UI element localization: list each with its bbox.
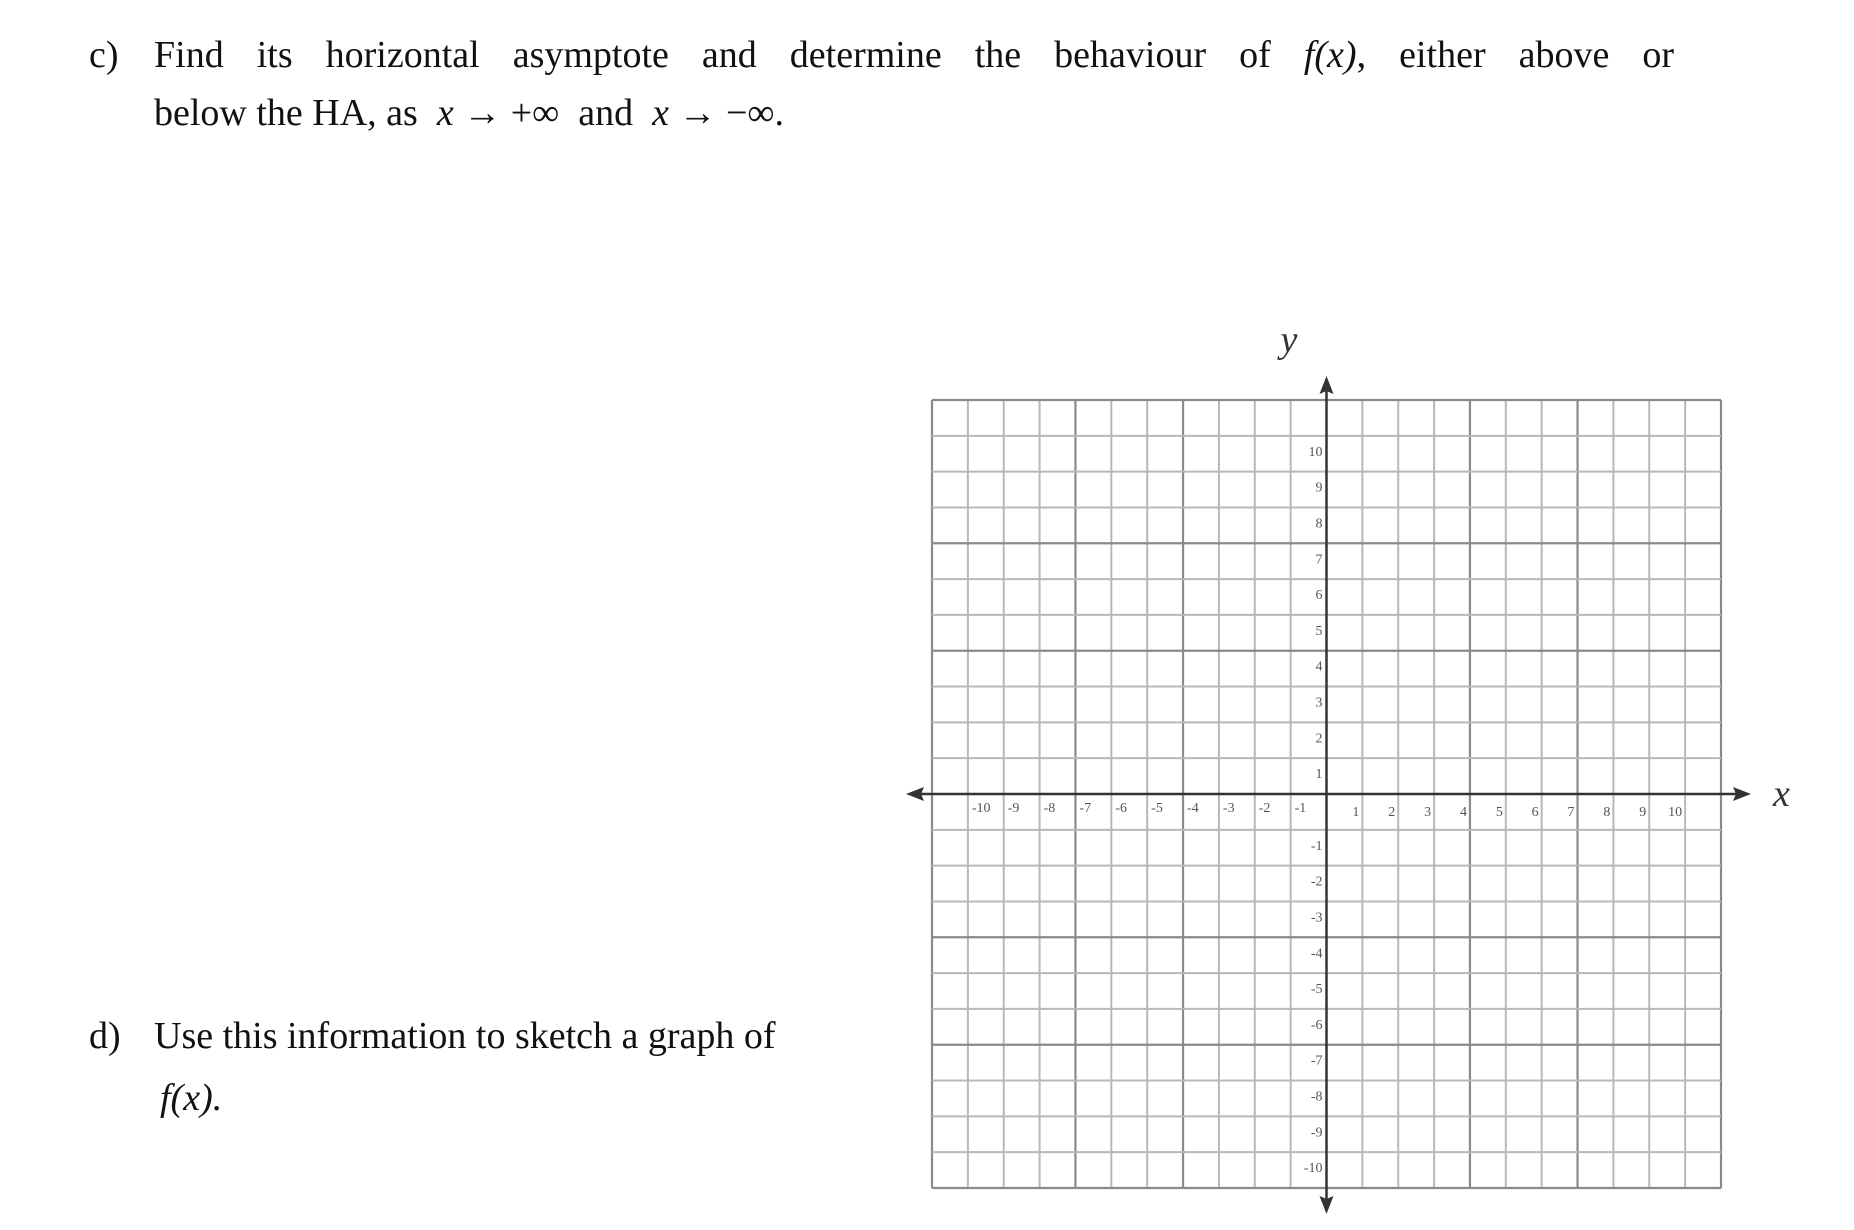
y-tick-label: -9: [1310, 1125, 1323, 1141]
part-d-line-1: Use this information to sketch a graph of: [154, 1015, 776, 1057]
y-tick-label: 7: [1315, 552, 1323, 568]
fx-expression: f(x): [1303, 34, 1357, 76]
x-tick-label: 2: [1388, 805, 1396, 820]
x-tick-label: -9: [1007, 801, 1020, 816]
x-tick-label: -4: [1187, 801, 1199, 816]
part-d-fx: f(x).: [160, 1077, 223, 1119]
period: .: [774, 92, 785, 134]
x-tick-label: -8: [1043, 801, 1056, 816]
y-tick-label: -8: [1310, 1089, 1323, 1105]
y-tick-label: 1: [1315, 767, 1323, 783]
x-tick-label: 10: [1668, 805, 1683, 820]
limit-neg-inf: → −∞: [678, 92, 775, 134]
x-tick-label: 7: [1567, 805, 1575, 820]
x-tick-label: -3: [1222, 801, 1235, 816]
x-tick-label: 8: [1603, 805, 1611, 820]
y-tick-label: -7: [1310, 1053, 1323, 1069]
y-axis-label: y: [1280, 319, 1298, 361]
x-var: x: [652, 92, 669, 134]
y-tick-label: -3: [1310, 910, 1323, 926]
y-tick-label: 3: [1315, 695, 1323, 711]
part-c-text: Find its horizontal asymptote and determine the behaviour of: [154, 34, 1271, 76]
y-tick-label: -6: [1310, 1017, 1323, 1033]
x-axis-label: x: [1773, 773, 1790, 815]
limit-pos-inf: → +∞: [463, 92, 560, 134]
x-tick-label: 1: [1352, 805, 1360, 820]
x-tick-label: -6: [1115, 801, 1127, 816]
x-tick-label: 6: [1531, 805, 1539, 820]
y-tick-label: -1: [1310, 838, 1323, 854]
x-tick-label: -5: [1151, 801, 1163, 816]
part-d-label: d): [89, 1015, 121, 1057]
x-var: x: [436, 92, 454, 134]
y-tick-label: 4: [1315, 659, 1323, 675]
y-tick-label: 6: [1315, 588, 1323, 604]
x-tick-label: -1: [1294, 801, 1307, 816]
y-tick-label: -2: [1310, 874, 1323, 890]
x-tick-label: -7: [1079, 801, 1092, 816]
y-tick-label: 8: [1315, 516, 1323, 532]
y-tick-label: -4: [1310, 946, 1323, 962]
part-c-text-end: , either above or: [1356, 34, 1675, 76]
x-tick-label: -10: [971, 801, 991, 816]
x-tick-label: 5: [1495, 805, 1503, 820]
y-tick-label: -5: [1310, 982, 1323, 998]
part-c-label: c): [89, 34, 119, 76]
x-tick-label: -2: [1258, 801, 1271, 816]
y-tick-label: 9: [1315, 480, 1323, 496]
y-tick-label: 5: [1315, 623, 1323, 639]
x-tick-label: 4: [1459, 805, 1467, 820]
y-tick-label: 10: [1308, 444, 1323, 460]
part-c-text-2: below the HA, as: [154, 92, 418, 134]
and-text: and: [578, 92, 634, 134]
x-tick-label: 9: [1639, 805, 1647, 820]
y-tick-label: 2: [1315, 731, 1323, 747]
x-tick-label: 3: [1424, 805, 1432, 820]
y-tick-label: -10: [1303, 1161, 1323, 1177]
